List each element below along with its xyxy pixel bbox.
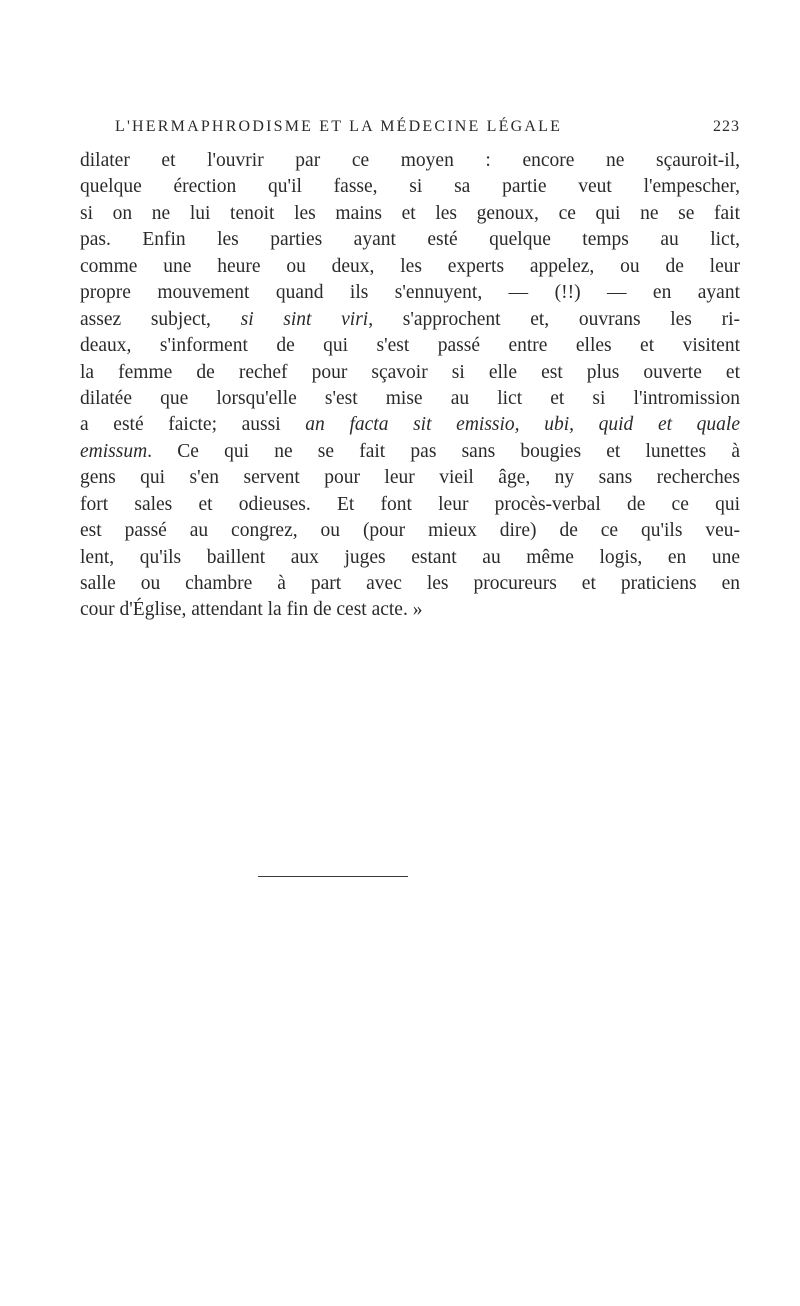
latin-phrase: si sint viri xyxy=(240,308,369,330)
text-line: dilatée que lorsqu'elle s'est mise au lict et si l'intromission xyxy=(80,387,740,409)
text-line: cour d'Église, attendant la fin de cest acte. » xyxy=(80,599,423,621)
running-head-title: L'HERMAPHRODISME ET LA MÉDECINE LÉGALE xyxy=(115,118,563,135)
text-line: salle ou chambre à part avec les procureurs et praticiens en xyxy=(80,573,740,594)
text-line: fort sales et odieuses. Et font leur procès-verbal de ce qui xyxy=(80,493,740,515)
text-line: la femme de rechef pour sçavoir si elle est plus ouverte et xyxy=(80,361,740,383)
text-line: lent, qu'ils baillent aux juges estant au même logis, en une xyxy=(80,546,740,568)
text-segment: , s'approchent et, ouvrans les ri- xyxy=(368,308,740,330)
text-segment: a esté faicte; aussi xyxy=(80,414,306,436)
text-line: est passé au congrez, ou (pour mieux dire) de ce qu'ils veu- xyxy=(80,520,740,542)
text-line: propre mouvement quand ils s'ennuyent, — (!!) — en ayant xyxy=(80,282,740,304)
text-line: gens qui s'en servent pour leur vieil âge, ny sans recherches xyxy=(80,467,740,489)
text-line: si on ne lui tenoit les mains et les genoux, ce qui ne se fait xyxy=(80,202,740,224)
section-rule xyxy=(258,876,408,877)
running-head xyxy=(115,118,740,140)
latin-phrase: emissum xyxy=(80,440,148,462)
latin-phrase: an facta sit emissio, ubi, quid et quale xyxy=(305,414,740,436)
text-line: deaux, s'informent de qui s'est passé entre elles et visitent xyxy=(80,335,740,357)
text-line xyxy=(80,307,740,333)
text-line xyxy=(80,412,740,438)
text-line xyxy=(80,439,740,465)
body-text xyxy=(80,148,740,624)
text-segment: . Ce qui ne se fait pas sans bougies et lunettes à xyxy=(147,440,740,462)
text-segment: assez subject, xyxy=(80,308,241,330)
text-line: pas. Enfin les parties ayant esté quelque temps au lict, xyxy=(80,229,740,251)
text-line: dilater et l'ouvrir par ce moyen : encore ne sçauroit-il, xyxy=(80,150,740,171)
page-number: 223 xyxy=(713,118,740,135)
text-line: quelque érection qu'il fasse, si sa partie veut l'empescher, xyxy=(80,176,740,198)
text-line: comme une heure ou deux, les experts appelez, ou de leur xyxy=(80,255,740,277)
